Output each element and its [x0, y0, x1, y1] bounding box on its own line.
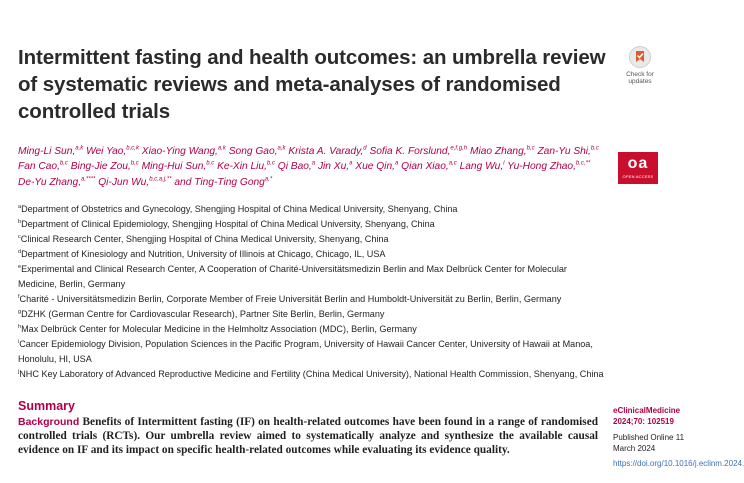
author-name[interactable]: [142, 146, 226, 157]
author-name[interactable]: [537, 146, 598, 157]
affiliation-marker: g: [18, 308, 22, 315]
affiliation-text: Max Delbrück Center for Molecular Medicine in the Helmholtz Association (MDC), Berlin, Germany: [21, 324, 417, 334]
affiliation-text: Department of Obstetrics and Gynecology, Shengjing Hospital of China Medical University, Shenyang, China: [21, 204, 458, 214]
article-title: Intermittent fasting and health outcomes: an umbrella review of systematic reviews and meta-analyses of randomised controlled trials: [18, 46, 606, 123]
affiliation-text: Clinical Research Center, Shengjing Hospital of China Medical University, Shenyang, China: [20, 234, 389, 244]
affiliation-marker: e: [18, 263, 22, 270]
author-name[interactable]: [288, 146, 366, 157]
author-affiliation-marker: b,c,**: [575, 161, 591, 168]
author-name-text: Qi Bao,: [277, 161, 312, 173]
affiliation-text: Charité - Universitätsmedizin Berlin, Corporate Member of Freie Universität Berlin and Humboldt-Universität zu Berlin, Berlin, Germany: [19, 294, 562, 304]
affiliation-marker: d: [18, 248, 22, 255]
author-affiliation-marker: b,c: [206, 161, 215, 168]
author-name[interactable]: [369, 146, 467, 157]
author-affiliation-marker: b,c,a,j,**: [149, 176, 172, 183]
author-name[interactable]: [174, 177, 272, 188]
affiliation-item: [18, 292, 608, 307]
author-affiliation-marker: a,****: [81, 176, 96, 183]
author-name-text: and Ting-Ting Gong: [174, 176, 265, 188]
crossmark-badge[interactable]: [620, 46, 660, 92]
author-name[interactable]: [86, 146, 139, 157]
author-name-text: Ming-Li Sun,: [18, 146, 76, 157]
author-name-text: Qian Xiao,: [401, 161, 449, 173]
background-label: Background: [18, 416, 80, 428]
author-name-text: Ke-Xin Liu,: [217, 161, 267, 173]
author-name-text: Qi-Jun Wu,: [98, 176, 150, 188]
affiliation-text: NHC Key Laboratory of Advanced Reproductive Medicine and Fertility (China Medical University), National Health Commission, Shenyang, China: [19, 369, 604, 379]
author-name-text: Krista A. Varady,: [288, 146, 364, 157]
crossmark-icon: [629, 46, 651, 68]
affiliation-marker: j: [18, 368, 20, 375]
author-affiliation-marker: a,k: [217, 145, 226, 152]
author-name[interactable]: [217, 161, 275, 172]
author-affiliation-marker: a: [349, 161, 353, 168]
published-date: Published Online 11 March 2024: [613, 433, 685, 453]
journal-volume: 2024;70: 102519: [613, 417, 674, 426]
author-name-text: Song Gao,: [228, 146, 278, 157]
author-affiliation-marker: b,c: [526, 145, 535, 152]
oa-mark: oa: [627, 155, 649, 172]
affiliation-text: Cancer Epidemiology Division, Population Sciences in the Pacific Program, University of Hawaii Cancer Center, University of Hawaii at Manoa, Honolulu, HI, USA: [18, 339, 593, 364]
affiliation-item: [18, 202, 608, 217]
crossmark-label-1: Check for: [626, 71, 654, 78]
affiliation-marker: c: [18, 233, 21, 240]
affiliation-item: [18, 232, 608, 247]
author-name[interactable]: [229, 146, 286, 157]
author-name[interactable]: [318, 161, 353, 172]
author-affiliation-marker: e,f,g,h: [450, 145, 468, 152]
author-name[interactable]: [71, 161, 139, 172]
author-name-text: Zan-Yu Shi,: [537, 146, 591, 157]
affiliation-marker: b: [18, 218, 22, 225]
author-name-text: Sofia K. Forslund,: [369, 146, 451, 157]
affiliation-text: Department of Clinical Epidemiology, Shengjing Hospital of China Medical University, Shenyang, China: [21, 219, 435, 229]
affiliation-item: [18, 217, 608, 232]
affiliation-item: [18, 247, 608, 262]
affiliation-list: [18, 202, 608, 382]
author-name-text: Wei Yao,: [86, 146, 127, 157]
author-name-text: Xue Qin,: [355, 161, 395, 173]
author-name[interactable]: [18, 161, 68, 172]
affiliation-item: [18, 322, 608, 337]
affiliation-marker: h: [18, 323, 22, 330]
author-name[interactable]: [507, 161, 590, 172]
author-affiliation-marker: a: [394, 161, 399, 168]
author-affiliation-marker: a: [311, 161, 316, 168]
author-name[interactable]: [142, 161, 215, 172]
author-name-text: Xiao-Ying Wang,: [141, 146, 218, 157]
affiliation-item: [18, 307, 608, 322]
author-name-text: Bing-Jie Zou,: [70, 161, 131, 173]
author-name-text: Lang Wu,: [459, 161, 504, 173]
author-name[interactable]: [98, 177, 171, 188]
affiliation-item: [18, 262, 608, 292]
author-name[interactable]: [18, 146, 83, 157]
author-affiliation-marker: b,c: [130, 161, 139, 168]
author-name[interactable]: [278, 161, 315, 172]
oa-sub: OPEN ACCESS: [622, 174, 654, 179]
affiliation-text: Experimental and Clinical Research Center, A Cooperation of Charité-Universitätsmedizin Berlin and Max Delbrück Center for Molecular Medicine, Berlin, Germany: [18, 264, 567, 289]
author-affiliation-marker: b,c: [266, 161, 275, 168]
author-name[interactable]: [470, 146, 535, 157]
author-name-text: Jin Xu,: [317, 161, 350, 173]
author-affiliation-marker: a,*: [264, 176, 273, 183]
author-name[interactable]: [18, 177, 95, 188]
summary-background: [18, 415, 598, 457]
author-name[interactable]: [401, 161, 457, 172]
open-access-badge: [618, 152, 658, 184]
author-list: [18, 144, 608, 190]
author-affiliation-marker: a,k: [277, 145, 286, 152]
author-name-text: Fan Cao,: [18, 161, 60, 173]
author-name-text: De-Yu Zhang,: [18, 176, 82, 188]
affiliation-text: Department of Kinesiology and Nutrition, University of Illinois at Chicago, Chicago, IL, USA: [21, 249, 386, 259]
affiliation-text: DZHK (German Centre for Cardiovascular Research), Partner Site Berlin, Berlin, Germany: [21, 309, 385, 319]
affiliation-item: [18, 367, 608, 382]
author-name-text: Ming-Hui Sun,: [141, 161, 207, 173]
affiliation-marker: i: [18, 338, 20, 345]
author-name[interactable]: [460, 161, 505, 172]
author-affiliation-marker: i: [503, 161, 505, 168]
author-affiliation-marker: d: [363, 145, 367, 152]
background-text: Benefits of Intermittent fasting (IF) on health-related outcomes have been found in a range of randomised controlled trials (RCTs). Our umbrella review aimed to systematically analyze and synthesize the available causal evidence on IF and its impact on specific health-related outcomes while evaluating its evidence quality.: [18, 416, 598, 456]
crossmark-label-2: updates: [628, 78, 652, 85]
author-affiliation-marker: a,c: [448, 161, 457, 168]
author-name-text: Miao Zhang,: [469, 146, 527, 157]
affiliation-marker: f: [18, 293, 20, 300]
author-name[interactable]: [355, 161, 398, 172]
author-affiliation-marker: b,c: [59, 161, 68, 168]
summary-heading: Summary: [18, 399, 75, 413]
article-sidebar: [613, 405, 744, 469]
affiliation-item: [18, 337, 608, 367]
doi-link[interactable]: https://doi.org/10.1016/j.eclinm.2024.: [613, 459, 744, 468]
author-affiliation-marker: b,c: [590, 145, 599, 152]
affiliation-marker: a: [18, 203, 22, 210]
author-affiliation-marker: b,c,k: [126, 145, 139, 152]
author-affiliation-marker: a,k: [75, 145, 84, 152]
journal-name: eClinicalMedicine: [613, 406, 681, 415]
author-name-text: Yu-Hong Zhao,: [507, 161, 576, 173]
